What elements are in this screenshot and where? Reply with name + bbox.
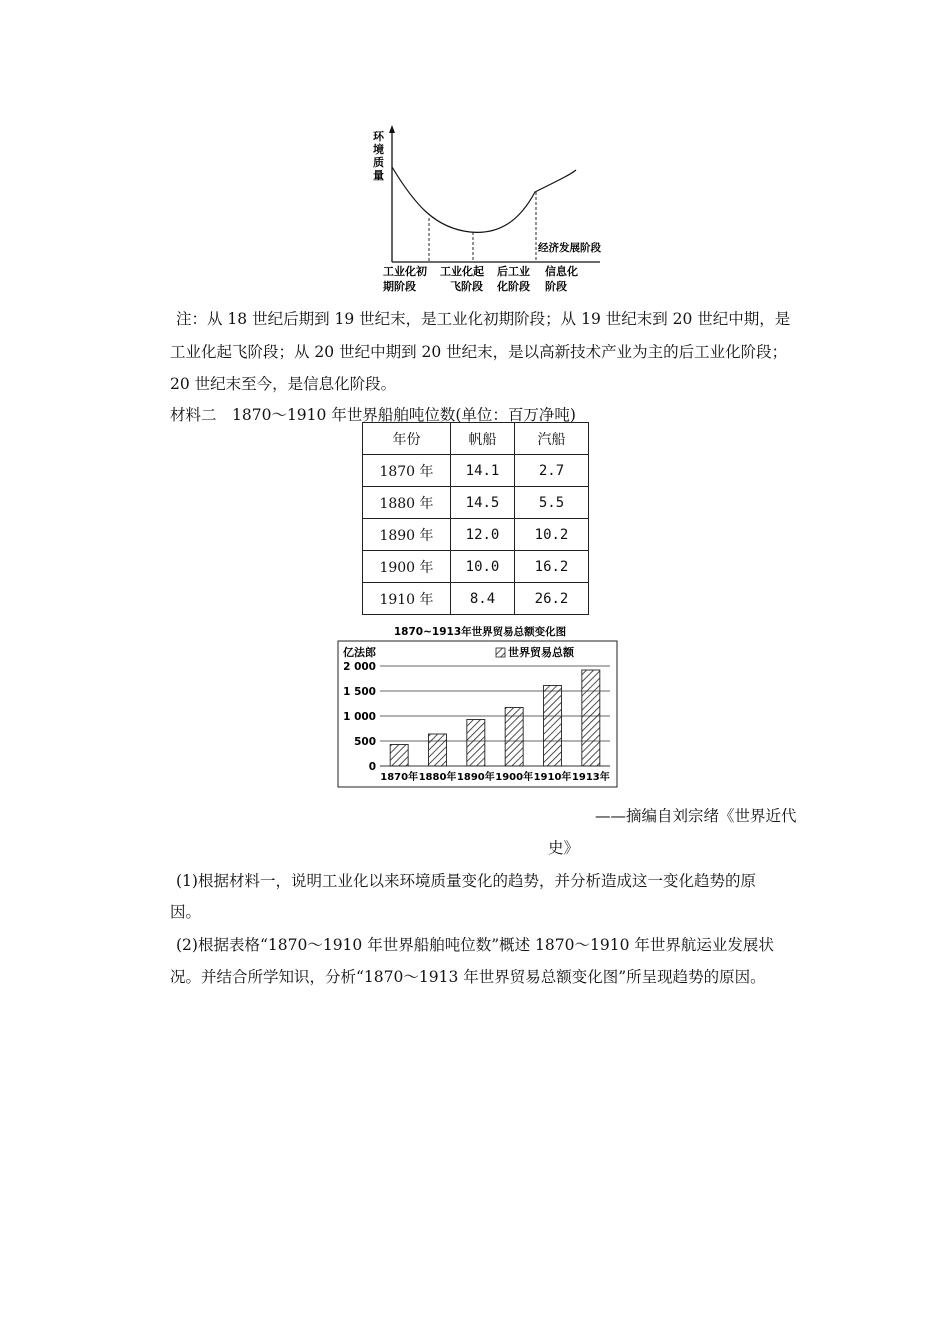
x-tick-label: 1890年	[456, 772, 495, 783]
table-cell: 14.1	[451, 455, 515, 487]
header-cell: 年份	[363, 423, 451, 455]
tonnage-table	[362, 422, 589, 615]
stage-label: 期阶段	[383, 280, 416, 293]
note-line: 工业化起飞阶段；从 20 世纪中期到 20 世纪末，是以高新技术产业为主的后工业化阶段；	[170, 343, 788, 361]
question-line: (1)根据材料一，说明工业化以来环境质量变化的趋势，并分析造成这一变化趋势的原	[176, 872, 756, 890]
xlabel: 经济发展阶段	[538, 242, 601, 254]
table-caption: 材料二 1870～1910 年世界船舶吨位数(单位：百万净吨)	[170, 406, 576, 424]
x-tick-label: 1913年	[571, 772, 610, 783]
stage-label: 阶段	[545, 280, 567, 293]
trade-bar-chart	[330, 622, 630, 792]
chart-ylabel: 亿法郎	[343, 646, 376, 659]
x-tick-label: 1900年	[495, 772, 534, 783]
table-cell: 1870 年	[363, 455, 451, 487]
legend-swatch	[496, 648, 505, 657]
table-cell: 1880 年	[363, 487, 451, 519]
header-cell: 汽船	[515, 423, 589, 455]
source-line: ——摘编自刘宗绪《世界近代	[595, 807, 797, 825]
y-tick-label: 0	[368, 761, 376, 773]
y-tick-label: 2 000	[343, 661, 376, 673]
bar	[582, 670, 600, 766]
bar	[505, 708, 523, 767]
stage-label: 信息化	[545, 265, 578, 278]
table-cell: 1900 年	[363, 551, 451, 583]
stage-label: 工业化起	[440, 265, 484, 278]
x-tick-label: 1880年	[418, 772, 457, 783]
table-cell: 1910 年	[363, 583, 451, 615]
question-line: (2)根据表格“1870～1910 年世界船舶吨位数”概述 1870～1910 年世界航运业发展状	[176, 936, 774, 954]
ylabel-char: 量	[373, 169, 384, 182]
source-line: 史》	[548, 839, 580, 857]
legend-label: 世界贸易总额	[508, 646, 574, 659]
stage-label: 工业化初	[383, 265, 427, 278]
table-cell: 8.4	[451, 583, 515, 615]
y-tick-label: 1 000	[343, 711, 376, 723]
note-line: 20 世纪末至今，是信息化阶段。	[170, 375, 397, 393]
table-header-row	[363, 423, 589, 455]
table-row	[363, 551, 589, 583]
bar	[429, 734, 447, 766]
table-row	[363, 583, 589, 615]
y-tick-label: 500	[354, 736, 376, 748]
table-row	[363, 519, 589, 551]
stage-label: 飞阶段	[450, 280, 483, 293]
table-row	[363, 487, 589, 519]
table-cell: 10.2	[515, 519, 589, 551]
x-tick-label: 1910年	[533, 772, 572, 783]
header-cell: 帆船	[451, 423, 515, 455]
table-cell: 12.0	[451, 519, 515, 551]
table-cell: 2.7	[515, 455, 589, 487]
ylabel-char: 环	[373, 130, 384, 143]
x-tick-label: 1870年	[380, 772, 419, 783]
environment-quality-chart	[360, 120, 620, 300]
question-line: 况。并结合所学知识，分析“1870～1913 年世界贸易总额变化图”所呈现趋势的原因。	[170, 968, 766, 986]
ylabel-char: 境	[373, 143, 384, 156]
quality-curve	[392, 167, 576, 232]
table-cell: 1890 年	[363, 519, 451, 551]
bar	[544, 686, 562, 767]
chart-title: 1870~1913年世界贸易总额变化图	[393, 626, 567, 638]
ylabel-char: 质	[373, 156, 384, 169]
stage-label: 后工业	[497, 265, 530, 278]
stage-label: 化阶段	[497, 280, 530, 293]
table-cell: 16.2	[515, 551, 589, 583]
bar	[390, 745, 408, 767]
table-cell: 26.2	[515, 583, 589, 615]
bar	[467, 720, 485, 767]
table-row	[363, 455, 589, 487]
table-cell: 5.5	[515, 487, 589, 519]
table-cell: 10.0	[451, 551, 515, 583]
y-axis-arrow	[389, 125, 395, 133]
note-line: 注：从 18 世纪后期到 19 世纪末，是工业化初期阶段；从 19 世纪末到 20 世纪中期，是	[176, 310, 791, 328]
y-tick-label: 1 500	[343, 686, 376, 698]
table-cell: 14.5	[451, 487, 515, 519]
question-line: 因。	[170, 903, 202, 921]
